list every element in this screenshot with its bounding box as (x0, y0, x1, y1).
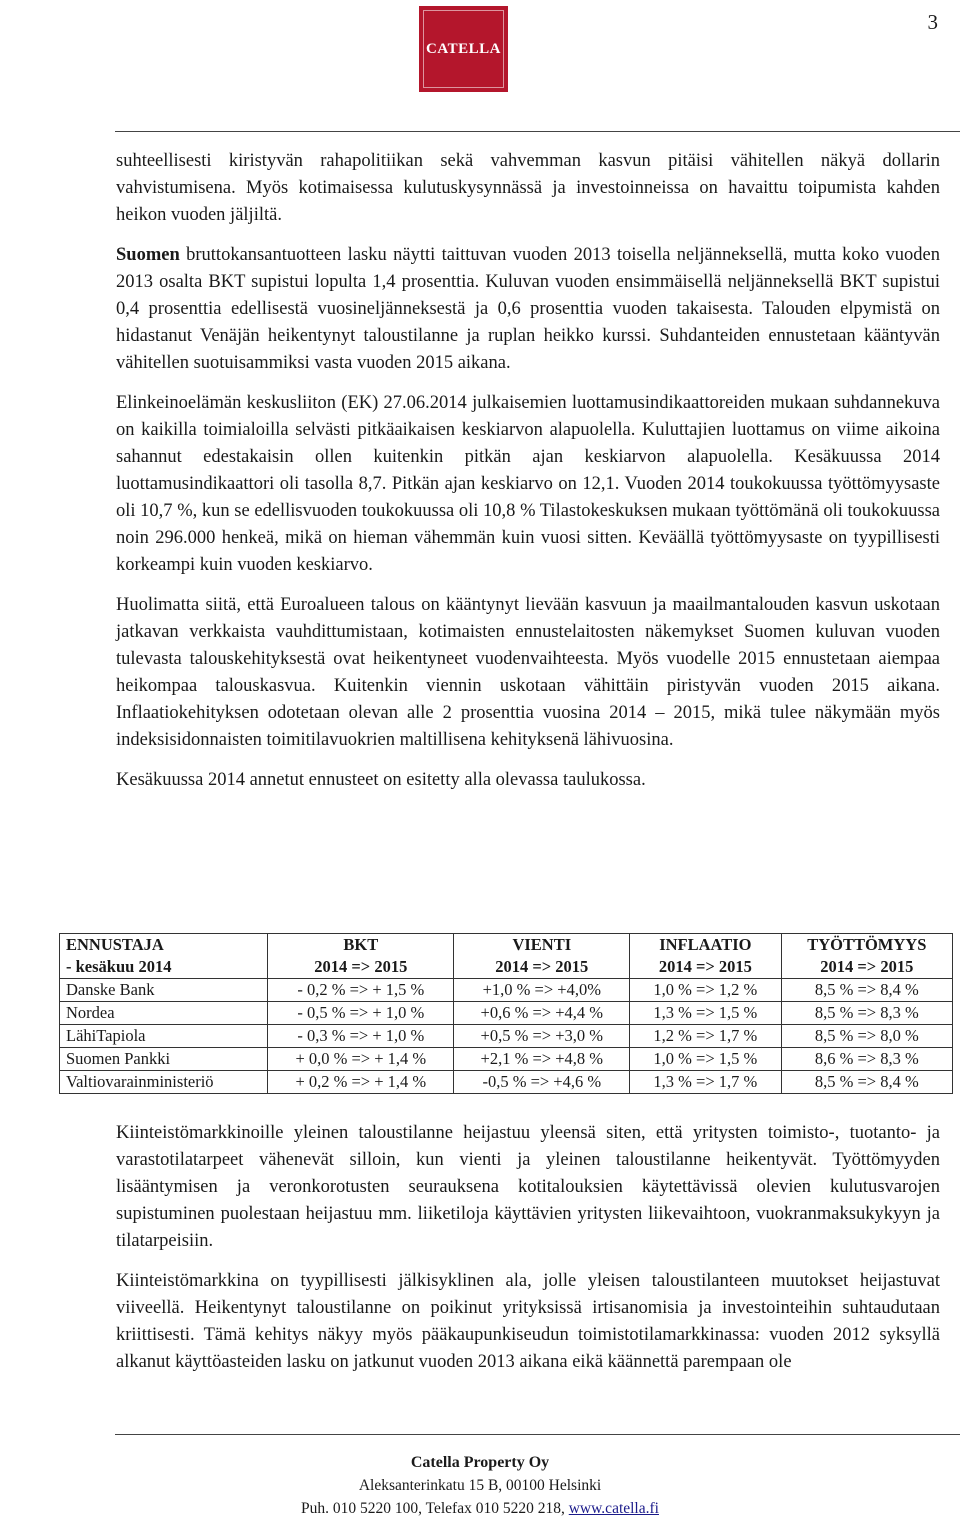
forecaster-name: Danske Bank (60, 979, 268, 1002)
table-row (60, 1002, 953, 1025)
inflaatio-value: 1,0 % => 1,5 % (630, 1048, 782, 1071)
header-tyottomyys (781, 934, 952, 979)
header-inflaatio-years: 2014 => 2015 (658, 957, 752, 976)
paragraph-3: Elinkeinoelämän keskusliiton (EK) 27.06.2014 julkaisemien luottamusindikaattoreiden mukaan suhdannekuva on kaikilla toimialoilla selvästi pitkäaikaisen keskiarvon alapuolella. Kuluttajien luottamus on viime aikoina sahannut edestakaisin ollen kuitenkin pitkän ajan keskiarvon alapuolella. Kesäkuussa 2014 luottamusindikaattori oli tasolla 8,7. Pitkän ajan keskiarvo on 12,1. Vuoden 2014 toukokuussa työttömyysaste oli 10,7 %, kun se edellisvuoden toukokuussa oli 10,8 % Tilastokeskuksen mukaan työttömänä oli toukokuussa noin 296.000 henkeä, mikä on hieman vähemmän kuin vuosi sitten. Keväällä työttömyysaste on tyypillisesti korkeampi kuin vuoden keskiarvo. (116, 393, 940, 575)
footer (0, 1452, 960, 1520)
vienti-value: +0,5 % => +3,0 % (454, 1025, 630, 1048)
header-vienti (454, 934, 630, 979)
vienti-value: -0,5 % => +4,6 % (454, 1071, 630, 1094)
header-inflaatio-title: INFLAATIO (659, 935, 752, 954)
table-row (60, 1025, 953, 1048)
catella-logo (419, 6, 508, 92)
vienti-value: +1,0 % => +4,0% (454, 979, 630, 1002)
paragraph-1: suhteellisesti kiristyvän rahapolitiikan sekä vahvemman kasvun pitäisi vähitellen näkyä dollarin vahvistumisena. Myös kotimaisessa kulutuskysynnässä ja investoinneissa on havaittu toipumista kahden heikon vuoden jäljiltä. (116, 151, 940, 225)
paragraph-2-rest: bruttokansantuotteen lasku näytti taittuvan vuoden 2013 toisella neljänneksellä, mutta koko vuoden 2013 osalta BKT supistui lopulta 1,4 prosenttia. Kuluvan vuoden ensimmäisellä neljänneksellä BKT supistui 0,4 prosenttia edellisestä vuosineljänneksestä ja 0,6 prosenttia vuoden takaisesta. Talouden elpymistä on hidastanut Venäjän heikentynyt taloustilanne ja ruplan heikko kurssi. Suhdanteiden ennustetaan kääntyvän vähitellen suotuisammiksi vasta vuoden 2015 aikana. (116, 245, 940, 373)
header-inflaatio (630, 934, 782, 979)
logo-text: CATELLA (426, 40, 501, 57)
table-row (60, 1048, 953, 1071)
inflaatio-value: 1,3 % => 1,5 % (630, 1002, 782, 1025)
footer-contact (0, 1497, 960, 1520)
tyottomyys-value: 8,5 % => 8,0 % (781, 1025, 952, 1048)
footer-company: Catella Property Oy (410, 1454, 550, 1471)
header-tyottomyys-years: 2014 => 2015 (820, 957, 914, 976)
page-number: 3 (927, 10, 938, 34)
body-text-bottom (116, 1120, 940, 1376)
body-text-top (116, 148, 940, 794)
forecaster-name: LähiTapiola (60, 1025, 268, 1048)
inflaatio-value: 1,0 % => 1,2 % (630, 979, 782, 1002)
header-rule (115, 131, 960, 132)
paragraph-5: Kesäkuussa 2014 annetut ennusteet on esitetty alla olevassa taulukossa. (116, 770, 646, 790)
header-vienti-title: VIENTI (512, 935, 572, 954)
footer-phone-fax: Puh. 010 5220 100, Telefax 010 5220 218, (301, 1500, 569, 1517)
inflaatio-value: 1,2 % => 1,7 % (630, 1025, 782, 1048)
inflaatio-value: 1,3 % => 1,7 % (630, 1071, 782, 1094)
table-row (60, 979, 953, 1002)
forecast-table (59, 933, 953, 1094)
header-tyottomyys-title: TYÖTTÖMYYS (807, 935, 927, 954)
tyottomyys-value: 8,5 % => 8,4 % (781, 1071, 952, 1094)
vienti-value: +0,6 % => +4,4 % (454, 1002, 630, 1025)
paragraph-7: Kiinteistömarkkina on tyypillisesti jälkisyklinen ala, jolle yleisen taloustilanteen muutokset heijastuvat viiveellä. Heikentynyt taloustilanne on poikinut yrityksissä irtisanomisia ja investointeihin suhtaudutaan kriittisesti. Tämä kehitys näkyy myös pääkaupunkiseudun toimistotilamarkkinassa: vuoden 2012 syksyllä alkanut käyttöasteiden lasku on jatkunut vuoden 2013 aikana eikä käännettä parempaan ole (116, 1271, 940, 1372)
bkt-value: - 0,5 % => + 1,0 % (268, 1002, 454, 1025)
header-vienti-years: 2014 => 2015 (495, 957, 589, 976)
tyottomyys-value: 8,5 % => 8,4 % (781, 979, 952, 1002)
header-forecaster-date: - kesäkuu 2014 (66, 957, 172, 976)
header-forecaster (60, 934, 268, 979)
paragraph-2 (116, 242, 940, 377)
tyottomyys-value: 8,6 % => 8,3 % (781, 1048, 952, 1071)
header-bkt-years: 2014 => 2015 (314, 957, 408, 976)
forecaster-name: Suomen Pankki (60, 1048, 268, 1071)
paragraph-2-lead: Suomen (116, 245, 180, 265)
table-row (60, 1071, 953, 1094)
bkt-value: + 0,2 % => + 1,4 % (268, 1071, 454, 1094)
bkt-value: + 0,0 % => + 1,4 % (268, 1048, 454, 1071)
table-header-row (60, 934, 953, 979)
paragraph-4: Huolimatta siitä, että Euroalueen talous on kääntynyt lievään kasvuun ja maailmantalouden kasvun uskotaan jatkavan verkkaista vauhdittumistaan, kotimaisten ennustelaitosten näkemykset Suomen kuluvan vuoden tulevasta talouskehityksestä ovat heikentyneet vuodenvaihteesta. Myös vuodelle 2015 ennustetaan aiempaa heikompaa talouskasvua. Kuitenkin viennin uskotaan vähittäin piristyvän vuoden 2015 aikana. Inflaatiokehityksen odotetaan olevan alle 2 prosenttia vuosina 2014 – 2015, mikä tulee näkymään myös indeksisidonnaisten toimitilavuokrien maltillisena kehityksenä lähivuosina. (116, 595, 940, 750)
forecaster-name: Valtiovarainministeriö (60, 1071, 268, 1094)
footer-address: Aleksanterinkatu 15 B, 00100 Helsinki (358, 1477, 602, 1494)
header-bkt (268, 934, 454, 979)
footer-rule (115, 1434, 960, 1435)
footer-website-link[interactable]: www.catella.fi (568, 1500, 659, 1517)
paragraph-6: Kiinteistömarkkinoille yleinen taloustilanne heijastuu yleensä siten, että yritysten toimisto-, tuotanto- ja varastotilatarpeet vähenevät silloin, kun vienti ja yleinen taloustilanne heikentyvät. Työttömyyden lisääntymisen ja veronkorotusten seurauksena kotitalouksien käytettävissä olevien kulutusvarojen supistuminen puolestaan heijastuu mm. liiketiloja käyttävien yritysten liikevaihtoon, vuokranmaksukykyyn ja tilatarpeisiin. (116, 1123, 940, 1251)
tyottomyys-value: 8,5 % => 8,3 % (781, 1002, 952, 1025)
forecaster-name: Nordea (60, 1002, 268, 1025)
header-forecaster-title: ENNUSTAJA (66, 935, 164, 954)
header-bkt-title: BKT (343, 935, 379, 954)
vienti-value: +2,1 % => +4,8 % (454, 1048, 630, 1071)
bkt-value: - 0,2 % => + 1,5 % (268, 979, 454, 1002)
bkt-value: - 0,3 % => + 1,0 % (268, 1025, 454, 1048)
